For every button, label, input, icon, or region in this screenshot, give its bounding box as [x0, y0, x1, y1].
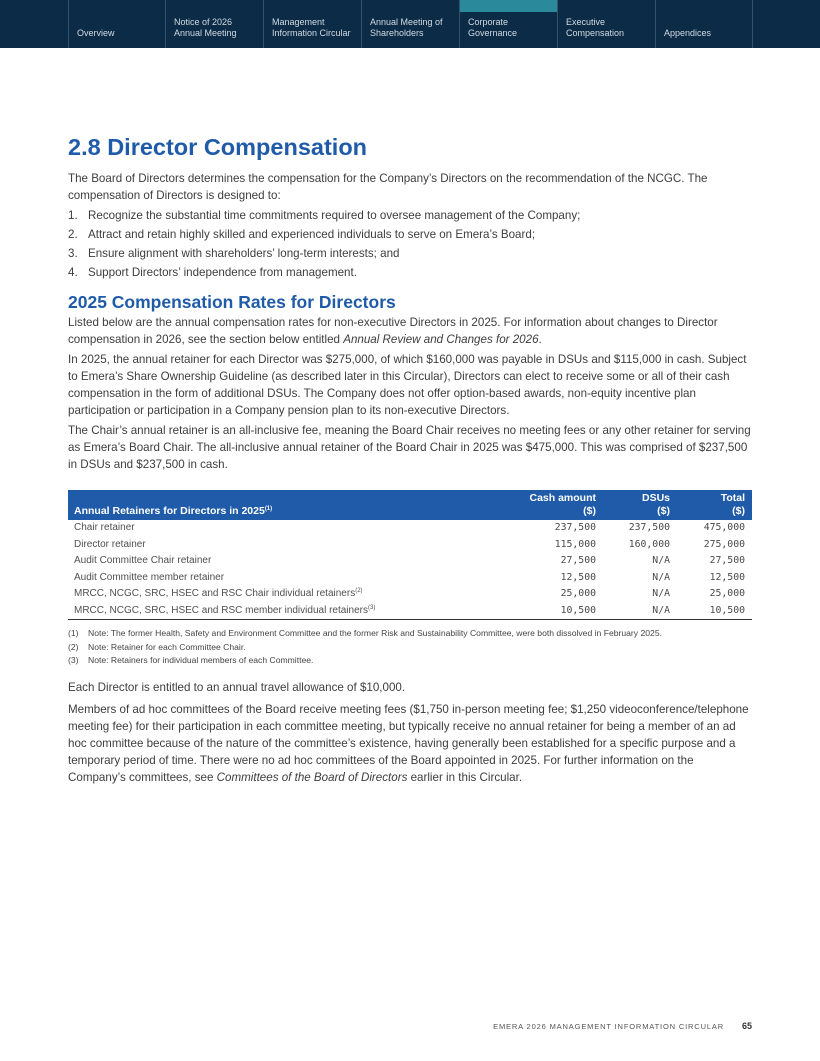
nav-tab-label — [566, 17, 624, 39]
total-amount: 475,000 — [703, 522, 745, 533]
dsus-amount: N/A — [603, 603, 677, 620]
table-title-header — [68, 490, 527, 520]
nav-tab-notice-of-annual-meeting[interactable] — [165, 0, 263, 48]
total-amount: 25,000 — [709, 588, 745, 599]
table-row — [68, 570, 752, 587]
footnote-marker: (1) — [68, 628, 79, 638]
dsus-amount: N/A — [652, 571, 670, 583]
row-label: MRCC, NCGC, SRC, HSEC and RSC Chair individual retainers — [74, 588, 356, 599]
cash-amount: 115,000 — [554, 538, 596, 550]
nav-tab-label — [272, 17, 351, 39]
footnote-text: Note: Retainers for individual members of each Committee. — [88, 655, 314, 665]
nav-tab-label — [664, 28, 711, 39]
footnote-marker: (2) — [68, 641, 79, 652]
footnote — [68, 654, 752, 668]
nav-tab-label-line: Appendices — [664, 28, 712, 38]
column-header-total — [677, 490, 752, 520]
nav-tab-management-information-circular[interactable] — [263, 0, 361, 48]
total-amount: 12,500 — [709, 571, 745, 583]
nav-tab-label-line: Corporate — [468, 17, 509, 27]
table-row — [68, 537, 752, 554]
list-item — [68, 264, 752, 281]
list-number: 4. — [68, 266, 78, 279]
nav-tab-label-line: Executive — [566, 17, 606, 27]
travel-allowance-paragraph: Each Director is entitled to an annual travel allowance of $10,000. — [68, 680, 406, 694]
intro-paragraph: The Board of Directors determines the compensation for the Company’s Directors on the recommendation of the NCGC. The compensation of Directors is designed to: — [68, 172, 708, 202]
table-title: Annual Retainers for Directors in 2025 — [74, 504, 265, 517]
nav-tab-label-line: Management — [272, 17, 325, 27]
cash-amount: 237,500 — [554, 522, 596, 533]
row-label: MRCC, NCGC, SRC, HSEC and RSC member individual retainers — [74, 604, 368, 616]
row-label-cell — [68, 586, 527, 603]
column-header-cash — [527, 490, 603, 520]
footnote-marker: (1) — [264, 505, 273, 512]
list-number: 2. — [68, 228, 78, 241]
column-unit: ($) — [583, 504, 596, 517]
paragraph-text: Listed below are the annual compensation rates for non-executive Directors in 2025. For information about changes to Director compensation in 2026, see the section below entitled — [68, 316, 718, 346]
list-item-text: Recognize the substantial time commitments required to oversee management of the Company; — [88, 209, 581, 222]
footnote — [68, 627, 752, 641]
cash-amount: 12,500 — [560, 571, 596, 583]
dsus-amount: N/A — [652, 588, 670, 599]
cash-amount: 25,000 — [560, 588, 596, 599]
row-label: Audit Committee member retainer — [74, 571, 225, 583]
nav-tab-label-line: Shareholders — [370, 28, 424, 38]
table-row — [68, 520, 752, 537]
nav-tab-label-line: Information Circular — [272, 28, 351, 38]
paragraph-text: . — [538, 333, 542, 346]
rates-paragraph — [68, 314, 752, 348]
page-footer — [493, 1019, 752, 1033]
row-label: Audit Committee Chair retainer — [74, 555, 212, 566]
footnote-text: Note: The former Health, Safety and Environment Committee and the former Risk and Sustainability Committee, were both dissolved in February 2025. — [88, 628, 662, 638]
footnote-marker: (2) — [355, 588, 363, 594]
dsus-amount: 237,500 — [628, 522, 670, 533]
nav-tab-corporate-governance[interactable] — [459, 0, 557, 48]
column-name: Total — [720, 492, 745, 504]
cash-amount: 10,500 — [527, 603, 603, 620]
chair-retainer-paragraph: The Chair’s annual retainer is an all-inclusive fee, meaning the Board Chair receives no meeting fees or any other retainer for serving as Emera’s Board Chair. The all-inclusive annual retainer of the Board Chair in 2025 was $475,000. This was comprised of $237,500 in DSUs and $237,500 in cash. — [68, 424, 751, 471]
nav-tab-appendices[interactable] — [655, 0, 753, 48]
list-item — [68, 207, 752, 224]
column-unit: ($) — [732, 504, 745, 517]
column-unit: ($) — [657, 504, 670, 517]
row-label-cell — [68, 603, 527, 620]
nav-tab-executive-compensation[interactable] — [557, 0, 655, 48]
table-row — [68, 553, 752, 570]
nav-tab-label-line: Annual Meeting of — [370, 17, 443, 27]
dsus-amount: N/A — [652, 555, 670, 566]
dsus-amount: 160,000 — [628, 538, 670, 550]
column-header-dsus — [603, 490, 677, 520]
page-number: 65 — [741, 1021, 752, 1031]
nav-tab-label — [468, 17, 517, 39]
list-item-text: Support Directors’ independence from management. — [88, 266, 357, 279]
footnote-text: Note: Retainer for each Committee Chair. — [88, 641, 246, 652]
list-item — [68, 226, 752, 243]
director-retainer-paragraph: In 2025, the annual retainer for each Director was $275,000, of which $160,000 was payable in DSUs and $115,000 in cash. Subject to Emera’s Share Ownership Guideline (as described later in this Circular), Directors can elect to receive some or all of their cash compensation in the form of additional DSUs. The Company does not offer option-based awards, non-equity incentive plan participation or participation in a Company pension plan to its non-executive Directors. — [68, 353, 747, 417]
row-label: Director retainer — [74, 538, 146, 550]
nav-tab-label — [174, 17, 237, 39]
cash-amount: 27,500 — [560, 555, 596, 566]
table-row — [68, 603, 752, 620]
nav-tab-label-line: Compensation — [566, 28, 625, 38]
publication-name: EMERA 2026 MANAGEMENT INFORMATION CIRCULAR — [493, 1022, 724, 1031]
section-title: 2.8 Director Compensation — [68, 134, 368, 160]
list-item — [68, 245, 752, 262]
top-navigation-bar — [0, 0, 820, 48]
nav-tab-label-line: Annual Meeting — [174, 28, 237, 38]
paragraph-text: earlier in this Circular. — [407, 770, 523, 784]
table-row — [68, 586, 752, 603]
nav-tab-label — [370, 17, 443, 39]
row-label: Chair retainer — [74, 522, 135, 533]
nav-tab-label-line: Notice of 2026 — [174, 17, 233, 27]
column-name: Cash amount — [529, 492, 596, 504]
footnote-marker: (3) — [68, 655, 79, 665]
annual-retainers-table — [68, 490, 752, 620]
list-item-text: Ensure alignment with shareholders’ long-term interests; and — [88, 247, 400, 260]
column-name: DSUs — [641, 492, 670, 504]
total-amount: 10,500 — [677, 603, 752, 620]
footnote-marker: (3) — [367, 604, 376, 611]
list-number: 3. — [68, 247, 78, 260]
total-amount: 275,000 — [703, 538, 745, 550]
footnote — [68, 641, 752, 655]
total-amount: 27,500 — [709, 555, 745, 566]
paragraph-text: Members of ad hoc committees of the Board receive meeting fees ($1,750 in-person meeting fee; $1,250 videoconference/telephone meeting fee) for their participation in each committee meeting, but typically receive no annual retainer for being a member of an ad hoc committee because of the nature of the committee’s existence, having generally been established for a specific purpose and a temporary period of time. There were no ad hoc committees of the Board appointed in 2025. For further information on the Company’s committees, see — [68, 702, 749, 784]
subsection-heading: 2025 Compensation Rates for Directors — [68, 292, 396, 312]
nav-tab-label-line: Overview — [77, 28, 115, 38]
table-header-row — [68, 490, 752, 520]
table-footnotes — [68, 627, 752, 668]
main-content — [68, 132, 752, 786]
list-number: 1. — [68, 209, 78, 222]
ad-hoc-committees-paragraph — [68, 701, 752, 786]
section-reference: Committees of the Board of Directors — [216, 770, 408, 784]
nav-tab-label — [77, 28, 115, 39]
list-item-text: Attract and retain highly skilled and experienced individuals to serve on Emera’s Board; — [88, 228, 536, 241]
section-reference: Annual Review and Changes for 2026 — [343, 333, 539, 346]
nav-tab-label-line: Governance — [468, 28, 518, 38]
compensation-objectives-list — [68, 207, 752, 281]
nav-tab-annual-meeting-of-shareholders[interactable] — [361, 0, 459, 48]
nav-tab-overview[interactable] — [68, 0, 166, 48]
